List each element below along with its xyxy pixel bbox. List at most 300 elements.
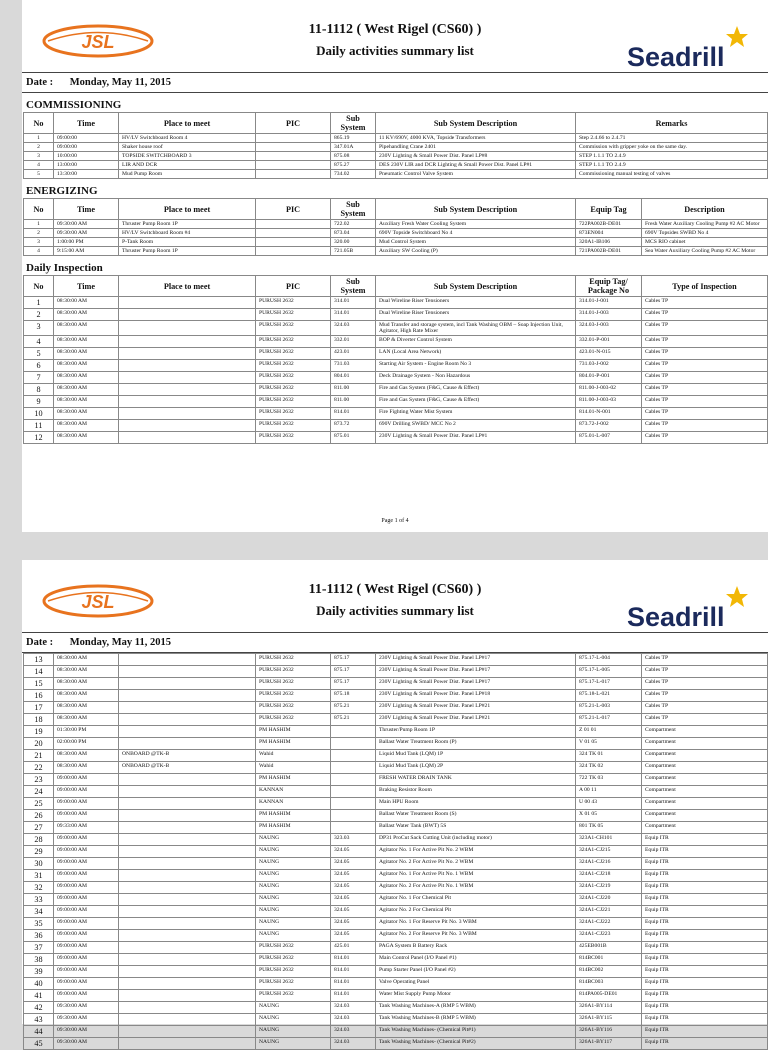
table-cell: MCS RIO cabinet [642, 238, 768, 247]
table-cell: Braking Resistor Room [376, 786, 576, 798]
section-energizing: ENERGIZING [26, 185, 98, 197]
table-cell: 22 [24, 762, 54, 774]
table-cell: KANNAN [256, 798, 331, 810]
table-cell: 875.17 [331, 666, 376, 678]
table-cell: 2 [24, 229, 54, 238]
table-cell: 5 [24, 348, 54, 360]
table-cell: 731.03 [331, 360, 376, 372]
table-cell: Dual Wireline Riser Tensioners [376, 297, 576, 309]
table-cell: Equip ITR [642, 882, 768, 894]
column-header: Remarks [576, 113, 768, 134]
table-cell [119, 1026, 256, 1038]
table-cell: 324.05 [331, 846, 376, 858]
table-cell [256, 220, 331, 229]
table-row [24, 714, 768, 726]
table-cell: 08:30:00 AM [54, 420, 119, 432]
table-cell: Z 01 01 [576, 726, 642, 738]
table-cell: 811.00-J-003-03 [576, 396, 642, 408]
table-cell: Equip ITR [642, 966, 768, 978]
table-cell: 875.08 [331, 152, 376, 161]
table-cell: 3 [24, 321, 54, 336]
table-cell: BOP & Diverter Control System [376, 336, 576, 348]
table-cell: Equip ITR [642, 846, 768, 858]
table-cell: 09:30:00 AM [54, 1014, 119, 1026]
table-cell: 324.03 [331, 1014, 376, 1026]
table-cell: Fire and Gas System (F&G, Cause & Effect) [376, 396, 576, 408]
table-cell [119, 966, 256, 978]
table-cell: 814BC001 [576, 954, 642, 966]
table-cell: PURUSH 2632 [256, 408, 331, 420]
table-cell: Compartment [642, 786, 768, 798]
table-row [24, 170, 768, 179]
document-title: 11-1112 ( West Rigel (CS60) ) [308, 22, 482, 37]
table-row [24, 822, 768, 834]
table-cell: Agitator No. 1 For Active Pit No. 1 WBM [376, 870, 576, 882]
table-cell: PURUSH 2632 [256, 297, 331, 309]
table-cell: Cables TP [642, 408, 768, 420]
table-cell: 323A1-CH101 [576, 834, 642, 846]
table-cell: Mud Control System [376, 238, 576, 247]
table-cell: NAUNG [256, 918, 331, 930]
table-cell: 326A1-BY114 [576, 1002, 642, 1014]
table-cell: PURUSH 2632 [256, 420, 331, 432]
table-cell: 875.21-L-017 [576, 714, 642, 726]
table-cell: Equip ITR [642, 918, 768, 930]
table-cell: PURUSH 2632 [256, 309, 331, 321]
commissioning-table [23, 112, 768, 179]
table-cell: 12 [24, 432, 54, 444]
table-cell [119, 930, 256, 942]
table-cell [119, 396, 256, 408]
table-row [24, 930, 768, 942]
table-cell: TOPSIDE SWITCHBOARD 3 [119, 152, 256, 161]
date-value: Monday, May 11, 2015 [69, 637, 171, 648]
table-cell [331, 822, 376, 834]
table-cell: 326A1-BY116 [576, 1026, 642, 1038]
seadrill-logo [625, 24, 760, 72]
column-header: Description [642, 199, 768, 220]
table-cell: 324.05 [331, 870, 376, 882]
table-cell: 690V Topside Switchboard No 4 [376, 229, 576, 238]
table-cell: 324A1-CJ220 [576, 894, 642, 906]
table-cell: 13:30:00 [54, 170, 119, 179]
table-cell: 875.27 [331, 161, 376, 170]
table-cell [119, 384, 256, 396]
table-cell: 230V Lighting & Small Power Dist. Panel LP#21 [376, 714, 576, 726]
table-cell: Equip ITR [642, 978, 768, 990]
table-cell: 43 [24, 1014, 54, 1026]
table-cell [331, 726, 376, 738]
table-cell [119, 321, 256, 336]
table-cell: Cables TP [642, 702, 768, 714]
column-header: Sub System Description [376, 199, 576, 220]
table-cell: 324.05 [331, 858, 376, 870]
column-header: Time [54, 276, 119, 297]
table-cell: HV/LV Switchboard Room #4 [119, 229, 256, 238]
table-cell [119, 846, 256, 858]
column-header: No [24, 276, 54, 297]
table-cell: 324.03 [331, 1002, 376, 1014]
table-cell: KANNAN [256, 786, 331, 798]
table-cell [256, 161, 331, 170]
table-cell: PM HASHIM [256, 738, 331, 750]
column-header: PIC [256, 276, 331, 297]
table-row [24, 810, 768, 822]
table-cell: Cables TP [642, 372, 768, 384]
table-cell [331, 810, 376, 822]
table-cell: PM HASHIM [256, 810, 331, 822]
table-cell: 814.01 [331, 408, 376, 420]
table-cell: 875.01 [331, 432, 376, 444]
table-cell [119, 348, 256, 360]
table-cell: PURUSH 2632 [256, 942, 331, 954]
table-cell: 09:30:00 AM [54, 1026, 119, 1038]
table-cell: PURUSH 2632 [256, 702, 331, 714]
table-cell: 425.01 [331, 942, 376, 954]
table-cell: 875.17-L-017 [576, 678, 642, 690]
table-cell: 326A1-BY115 [576, 1014, 642, 1026]
table-cell: LIR AND DCR [119, 161, 256, 170]
table-cell: 873.72-J-002 [576, 420, 642, 432]
table-cell: Agitator No. 2 For Active Pit No. 1 WBM [376, 882, 576, 894]
table-row [24, 229, 768, 238]
table-cell [119, 870, 256, 882]
column-header: No [24, 199, 54, 220]
column-header: Equip Tag/ Package No [576, 276, 642, 297]
table-cell: 10:00:00 [54, 152, 119, 161]
table-cell [331, 786, 376, 798]
table-row [24, 238, 768, 247]
table-cell: Cables TP [642, 432, 768, 444]
table-cell: 230V Lighting & Small Power Dist. Panel LP#21 [376, 702, 576, 714]
table-cell [331, 750, 376, 762]
date-bar [22, 632, 768, 653]
table-cell: 08:30:00 AM [54, 690, 119, 702]
table-cell: 01:30:00 PM [54, 726, 119, 738]
table-cell: 8 [24, 384, 54, 396]
table-cell [256, 170, 331, 179]
date-label: Date : [26, 77, 54, 88]
document-title: 11-1112 ( West Rigel (CS60) ) [308, 582, 482, 597]
table-cell: 6 [24, 360, 54, 372]
table-cell: Pipehandling Crane 2401 [376, 143, 576, 152]
table-cell: Wahid [256, 750, 331, 762]
table-cell: 08:30:00 AM [54, 396, 119, 408]
table-cell: PURUSH 2632 [256, 321, 331, 336]
table-cell: HV/LV Switchboard Room 4 [119, 134, 256, 143]
table-cell: Auxiliary SW Cooling (P) [376, 247, 576, 256]
table-cell: Agitator No. 2 For Chemical Pit [376, 906, 576, 918]
table-cell: PURUSH 2632 [256, 348, 331, 360]
table-cell: 875.21 [331, 702, 376, 714]
table-cell: 814.01 [331, 966, 376, 978]
table-cell: Compartment [642, 726, 768, 738]
table-row [24, 408, 768, 420]
table-cell: 1:00:00 PM [54, 238, 119, 247]
page-number: Page 1 of 4 [381, 518, 409, 524]
column-header: No [24, 113, 54, 134]
table-cell: 09:00:00 AM [54, 810, 119, 822]
table-cell: Equip ITR [642, 834, 768, 846]
table-cell: NAUNG [256, 858, 331, 870]
table-cell: Equip ITR [642, 870, 768, 882]
table-row [24, 882, 768, 894]
table-cell: 08:30:00 AM [54, 297, 119, 309]
table-cell: Compartment [642, 738, 768, 750]
table-cell: 324A1-CJ222 [576, 918, 642, 930]
table-cell: Dual Wireline Riser Tensioners [376, 309, 576, 321]
table-cell: 09:30:00 AM [54, 1038, 119, 1050]
document-subtitle: Daily activities summary list [316, 43, 474, 58]
table-row [24, 654, 768, 666]
table-cell: 10 [24, 408, 54, 420]
table-row [24, 134, 768, 143]
table-cell: Cables TP [642, 420, 768, 432]
table-row [24, 396, 768, 408]
table-cell [256, 134, 331, 143]
table-cell: 722PA002B-DE01 [576, 220, 642, 229]
table-cell: Fresh Water Auxiliary Cooling Pump #2 AC Motor [642, 220, 768, 229]
table-cell [119, 1038, 256, 1050]
table-cell: 324A1-CJ218 [576, 870, 642, 882]
table-cell: 324.03 [331, 321, 376, 336]
table-cell: A 00 11 [576, 786, 642, 798]
table-cell: Agitator No. 1 For Active Pit No. 2 WBM [376, 846, 576, 858]
table-cell: 722.02 [331, 220, 376, 229]
column-header: PIC [256, 199, 331, 220]
table-cell: 13:00:00 [54, 161, 119, 170]
table-cell: Equip ITR [642, 942, 768, 954]
table-cell: Agitator No. 1 For Chemical Pit [376, 894, 576, 906]
table-row [24, 870, 768, 882]
table-cell: 875.01-L-007 [576, 432, 642, 444]
table-cell: 14 [24, 666, 54, 678]
table-row [24, 750, 768, 762]
table-cell: U 00 43 [576, 798, 642, 810]
table-cell: 08:30:00 AM [54, 336, 119, 348]
table-cell: 324A1-CJ216 [576, 858, 642, 870]
table-cell: 19 [24, 726, 54, 738]
table-cell: Equip ITR [642, 954, 768, 966]
table-cell: 230V Lighting & Small Power Dist. Panel LP#8 [376, 152, 576, 161]
table-cell: 314.01 [331, 297, 376, 309]
table-cell: 875.17-L-004 [576, 654, 642, 666]
table-cell: 08:30:00 AM [54, 348, 119, 360]
table-cell: 08:30:00 AM [54, 321, 119, 336]
table-cell: DES 230V LIR and DCR Lighting & Small Power Dist. Panel LP#1 [376, 161, 576, 170]
table-cell: 17 [24, 702, 54, 714]
table-cell: Mud Pump Room [119, 170, 256, 179]
table-cell: 08:30:00 AM [54, 666, 119, 678]
table-cell: 324.03 [331, 1038, 376, 1050]
table-row [24, 990, 768, 1002]
table-row [24, 786, 768, 798]
table-cell: Mud Transfer and storage system, incl Tank Washing OBM – Soap Injection Unit, Agitator, High Rate Mixer [376, 321, 576, 336]
table-cell: 814.01 [331, 990, 376, 1002]
table-cell: Ballast Water Treatment Room (P) [376, 738, 576, 750]
table-cell: Fire and Gas System (F&G, Cause & Effect) [376, 384, 576, 396]
table-cell: NAUNG [256, 1002, 331, 1014]
table-cell: 230V Lighting & Small Power Dist. Panel LP#17 [376, 654, 576, 666]
table-row [24, 858, 768, 870]
table-cell: 09:00:00 AM [54, 918, 119, 930]
table-cell: 4 [24, 336, 54, 348]
table-cell: Pneumatic Control Valve System [376, 170, 576, 179]
table-cell: Equip ITR [642, 1002, 768, 1014]
table-header [24, 199, 768, 220]
table-cell: 332.01 [331, 336, 376, 348]
table-cell: DP31 ProCut Sack Cutting Unit (including motor) [376, 834, 576, 846]
table-cell: Thruster/Pump Room 1P [376, 726, 576, 738]
date-bar [22, 72, 768, 93]
table-cell: Liquid Mud Tank (LQM) 1P [376, 750, 576, 762]
table-cell: 865.19 [331, 134, 376, 143]
table-cell [119, 822, 256, 834]
table-cell: 39 [24, 966, 54, 978]
table-cell: Compartment [642, 750, 768, 762]
table-cell [119, 798, 256, 810]
table-cell: Cables TP [642, 297, 768, 309]
table-row [24, 942, 768, 954]
table-cell: 9:15:00 AM [54, 247, 119, 256]
table-cell: Tank Washing Machines-B (RMP 5 WBM) [376, 1014, 576, 1026]
table-cell: 28 [24, 834, 54, 846]
table-cell: NAUNG [256, 894, 331, 906]
table-cell: PURUSH 2632 [256, 966, 331, 978]
date-value: Monday, May 11, 2015 [69, 77, 171, 88]
table-cell: PURUSH 2632 [256, 336, 331, 348]
table-cell: Compartment [642, 822, 768, 834]
table-cell [331, 798, 376, 810]
table-cell [119, 918, 256, 930]
table-cell [256, 247, 331, 256]
table-cell: PAGA System B Battery Rack [376, 942, 576, 954]
table-cell: Equip ITR [642, 894, 768, 906]
table-row [24, 666, 768, 678]
svg-text:JSL: JSL [81, 32, 115, 52]
table-cell: Agitator No. 1 For Reserve Pit No. 3 WBM [376, 918, 576, 930]
table-cell: 08:30:00 AM [54, 360, 119, 372]
column-header: Type of Inspection [642, 276, 768, 297]
table-cell: 320.00 [331, 238, 376, 247]
page-1 [22, 0, 768, 532]
table-row [24, 321, 768, 336]
table-cell: 13 [24, 654, 54, 666]
table-cell: 4 [24, 247, 54, 256]
table-cell: 09:00:00 AM [54, 966, 119, 978]
table-cell: LAN (Local Area Network) [376, 348, 576, 360]
table-cell: 36 [24, 930, 54, 942]
table-cell: 26 [24, 810, 54, 822]
table-cell: 425EB001B [576, 942, 642, 954]
table-cell: Tank Washing Machines- (Chemical Pit#2) [376, 1038, 576, 1050]
table-cell: Thruster Pump Room 1P [119, 247, 256, 256]
table-cell: Pump Starter Panel (I/O Panel #2) [376, 966, 576, 978]
table-cell: NAUNG [256, 906, 331, 918]
table-row [24, 420, 768, 432]
table-cell: 09:00:00 AM [54, 882, 119, 894]
table-cell: NAUNG [256, 882, 331, 894]
table-cell [119, 906, 256, 918]
table-cell: 690V Topsides SWBD No 4 [642, 229, 768, 238]
table-cell: Thruster Pump Room 1P [119, 220, 256, 229]
table-row [24, 738, 768, 750]
table-row [24, 143, 768, 152]
table-cell: Fire Fighting Water Mist System [376, 408, 576, 420]
table-cell: 1 [24, 297, 54, 309]
table-cell: Cables TP [642, 678, 768, 690]
table-cell: 721.05B [331, 247, 376, 256]
table-cell [119, 978, 256, 990]
table-header [24, 276, 768, 297]
table-cell: Agitator No. 2 For Reserve Pit No. 3 WBM [376, 930, 576, 942]
table-cell: Cables TP [642, 360, 768, 372]
table-cell: 7 [24, 372, 54, 384]
table-cell: 875.17 [331, 678, 376, 690]
table-cell: Equip ITR [642, 906, 768, 918]
table-cell: FRESH WATER DRAIN TANK [376, 774, 576, 786]
table-cell: 314.01 [331, 309, 376, 321]
table-cell: Commission with gripper yoke on the same day. [576, 143, 768, 152]
table-cell: 18 [24, 714, 54, 726]
table-cell [256, 229, 331, 238]
table-cell [119, 1002, 256, 1014]
table-cell: 1 [24, 134, 54, 143]
table-row [24, 894, 768, 906]
table-cell: Agitator No. 2 For Active Pit No. 2 WBM [376, 858, 576, 870]
table-cell: 08:30:00 AM [54, 714, 119, 726]
inspection-table [23, 275, 768, 444]
table-row [24, 384, 768, 396]
table-cell: Main HPU Room [376, 798, 576, 810]
table-cell [119, 726, 256, 738]
table-row [24, 152, 768, 161]
table-row [24, 918, 768, 930]
table-cell: 814.01-N-001 [576, 408, 642, 420]
column-header: Place to meet [119, 199, 256, 220]
table-cell [119, 432, 256, 444]
table-cell: 873EN004 [576, 229, 642, 238]
table-cell: PURUSH 2632 [256, 714, 331, 726]
table-cell: 324.05 [331, 918, 376, 930]
table-cell: 323.03 [331, 834, 376, 846]
table-cell: Cables TP [642, 666, 768, 678]
table-row [24, 247, 768, 256]
table-cell: 875.17 [331, 654, 376, 666]
table-cell: 33 [24, 894, 54, 906]
table-cell: 27 [24, 822, 54, 834]
table-cell: PURUSH 2632 [256, 690, 331, 702]
table-cell [119, 702, 256, 714]
table-cell: PURUSH 2632 [256, 990, 331, 1002]
table-cell: 37 [24, 942, 54, 954]
table-row [24, 432, 768, 444]
table-cell: 20 [24, 738, 54, 750]
table-cell: Cables TP [642, 309, 768, 321]
table-cell: 44 [24, 1026, 54, 1038]
table-cell: 08:30:00 AM [54, 678, 119, 690]
column-header: Sub System Description [376, 113, 576, 134]
table-row [24, 702, 768, 714]
table-cell: 08:30:00 AM [54, 702, 119, 714]
table-row [24, 978, 768, 990]
table-cell [331, 762, 376, 774]
table-cell: Compartment [642, 762, 768, 774]
table-cell: Equip ITR [642, 930, 768, 942]
table-cell: NAUNG [256, 1026, 331, 1038]
table-cell: 09:00:00 AM [54, 978, 119, 990]
table-cell: Equip ITR [642, 1026, 768, 1038]
